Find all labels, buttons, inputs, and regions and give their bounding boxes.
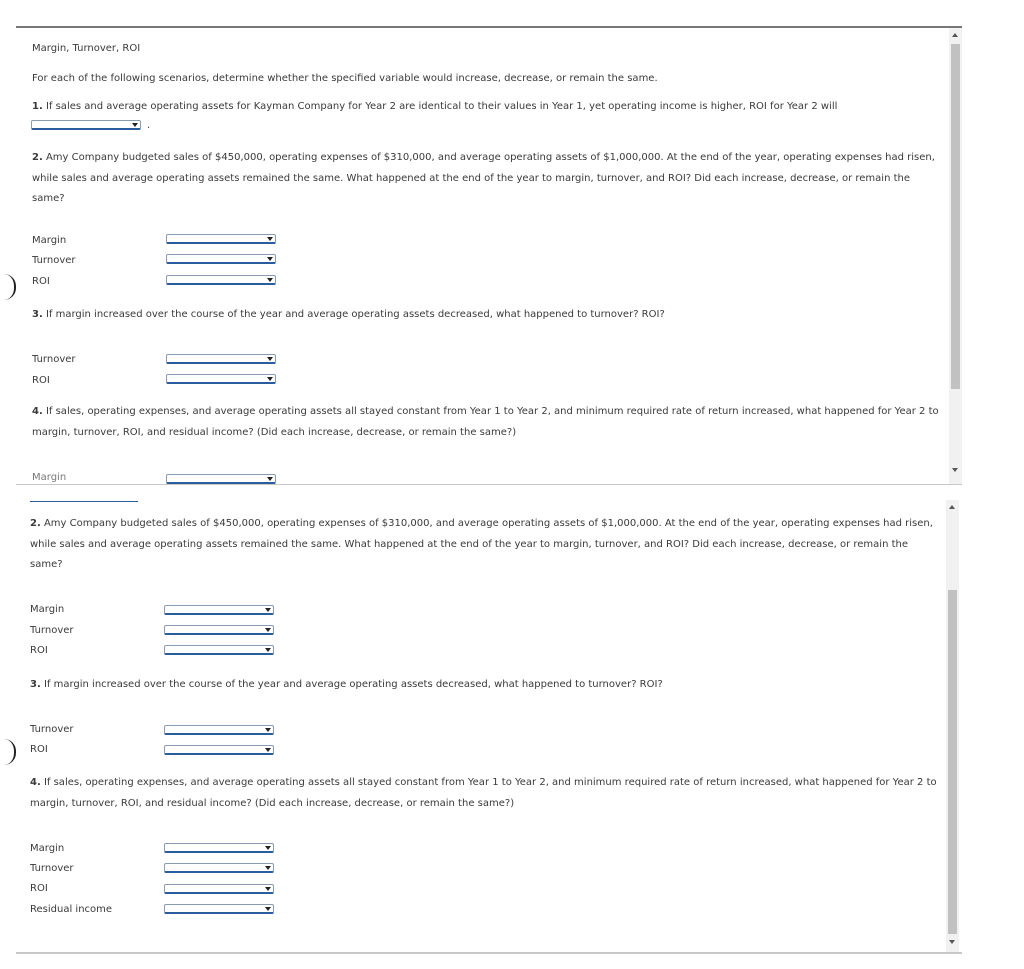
scrollbar[interactable] <box>949 28 962 484</box>
arrow-down-icon[interactable] <box>949 940 955 944</box>
q2-row-label: ROI <box>32 276 50 287</box>
q2-roi-select[interactable] <box>164 645 274 655</box>
q3-row-label: ROI <box>32 375 50 386</box>
question-number: 1. <box>32 101 43 112</box>
chevron-down-icon <box>265 748 271 752</box>
question-text: If margin increased over the course of the year and average operating assets decreased, what happened to turnover? ROI? <box>43 679 663 690</box>
chevron-down-icon <box>267 237 273 241</box>
scrollbar-thumb[interactable] <box>951 44 960 389</box>
q4-margin-select-cut[interactable] <box>166 474 276 484</box>
chevron-down-icon <box>267 357 273 361</box>
q2-margin-select[interactable] <box>164 605 274 615</box>
question-text: If sales, operating expenses, and average operating assets all stayed constant from Year 1 to Year 2, and minimum required rate of return increased, what happened for Year 2 to margin, turnover, ROI, and residual income? (Did each increase, decrease, or remain the same?) <box>32 406 939 438</box>
chevron-down-icon <box>132 123 138 127</box>
q3-row-label: Turnover <box>32 354 76 365</box>
chevron-down-icon <box>267 477 273 481</box>
bracket-mark <box>4 274 16 300</box>
q3-roi-select[interactable] <box>166 374 276 384</box>
q4-residual-income-select[interactable] <box>164 904 274 914</box>
top-panel <box>16 26 962 485</box>
q2-turnover-select[interactable] <box>164 625 274 635</box>
question-4 <box>30 773 950 814</box>
q3-turnover-select[interactable] <box>164 725 274 735</box>
question-1 <box>32 100 837 114</box>
q4-row-label-cut: Margin <box>32 472 67 483</box>
chevron-down-icon <box>265 866 271 870</box>
q4-margin-select[interactable] <box>164 843 274 853</box>
chevron-down-icon <box>265 628 271 632</box>
page-title: Margin, Turnover, ROI <box>32 43 141 54</box>
q2-row-label: Turnover <box>30 625 74 636</box>
q1-answer-select-cut <box>30 501 138 502</box>
q4-turnover-select[interactable] <box>164 863 274 873</box>
q3-row-label: Turnover <box>30 724 74 735</box>
chevron-down-icon <box>265 608 271 612</box>
question-3 <box>32 308 665 322</box>
question-text: Amy Company budgeted sales of $450,000, operating expenses of $310,000, and average operating assets of $1,000,000. At the end of the year, operating expenses had risen, while sales and average operating assets remained the same. What happened at the end of the year to margin, turnover, and ROI? Did each increase, decrease, or remain the same? <box>30 518 933 570</box>
q4-roi-select[interactable] <box>164 884 274 894</box>
q2-row-label: Turnover <box>32 255 76 266</box>
q2-row-label: Margin <box>32 235 67 246</box>
chevron-down-icon <box>267 377 273 381</box>
chevron-down-icon <box>265 728 271 732</box>
q2-margin-select[interactable] <box>166 234 276 244</box>
question-text: If sales and average operating assets for Kayman Company for Year 2 are identical to their values in Year 1, yet operating income is higher, ROI for Year 2 will <box>45 101 838 112</box>
question-text: If sales, operating expenses, and average operating assets all stayed constant from Year 1 to Year 2, and minimum required rate of return increased, what happened for Year 2 to margin, turnover, ROI, and residual income? (Did each increase, decrease, or remain the same?) <box>30 777 937 809</box>
q2-row-label: Margin <box>30 604 65 615</box>
question-2 <box>32 148 944 210</box>
chevron-down-icon <box>267 278 273 282</box>
question-text: If margin increased over the course of the year and average operating assets decreased, what happened to turnover? ROI? <box>45 309 665 320</box>
q3-turnover-select[interactable] <box>166 354 276 364</box>
chevron-down-icon <box>265 648 271 652</box>
bracket-mark <box>4 739 16 765</box>
q1-suffix: . <box>147 120 151 131</box>
question-number: 4. <box>30 777 41 788</box>
q4-row-label: Margin <box>30 843 65 854</box>
q2-roi-select[interactable] <box>166 275 276 285</box>
question-number: 2. <box>30 518 41 529</box>
arrow-up-icon[interactable] <box>949 505 955 509</box>
chevron-down-icon <box>265 846 271 850</box>
q2-row-label: ROI <box>30 645 48 656</box>
arrow-up-icon[interactable] <box>952 33 958 37</box>
scrollbar-thumb[interactable] <box>948 590 957 934</box>
arrow-down-icon[interactable] <box>952 468 958 472</box>
chevron-down-icon <box>265 907 271 911</box>
question-4 <box>32 402 952 443</box>
question-number: 4. <box>32 406 43 417</box>
question-number: 3. <box>32 309 43 320</box>
question-number: 2. <box>32 152 43 163</box>
chevron-down-icon <box>265 887 271 891</box>
question-2 <box>30 514 942 576</box>
q2-turnover-select[interactable] <box>166 254 276 264</box>
scrollbar[interactable] <box>946 500 959 952</box>
q4-row-label: Residual income <box>30 904 113 915</box>
q1-answer-select[interactable] <box>31 120 141 130</box>
question-3 <box>30 678 663 692</box>
q4-row-label: Turnover <box>30 863 74 874</box>
q4-row-label: ROI <box>30 883 48 894</box>
chevron-down-icon <box>267 257 273 261</box>
bottom-panel <box>16 492 962 954</box>
q3-roi-select[interactable] <box>164 745 274 755</box>
question-text: Amy Company budgeted sales of $450,000, operating expenses of $310,000, and average operating assets of $1,000,000. At the end of the year, operating expenses had risen, while sales and average operating assets remained the same. What happened at the end of the year to margin, turnover, and ROI? Did each increase, decrease, or remain the same? <box>32 152 935 204</box>
q3-row-label: ROI <box>30 744 48 755</box>
question-number: 3. <box>30 679 41 690</box>
instructions: For each of the following scenarios, determine whether the specified variable would increase, decrease, or remain the same. <box>32 73 658 84</box>
